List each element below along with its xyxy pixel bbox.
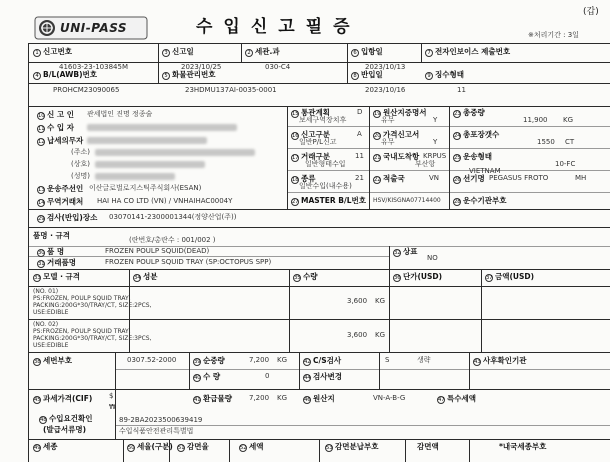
- unipass-logo: [34, 14, 150, 42]
- redacted-name: [95, 173, 175, 180]
- package-count-value: 1550: [537, 138, 555, 146]
- item-line-value: (란번호/총란수 : 001/002 ): [129, 236, 216, 244]
- row-divider: [29, 256, 389, 257]
- gross-weight-value: 11,900: [523, 116, 548, 124]
- col-divider: [229, 439, 230, 462]
- field-declaration-type: 16 신고구분: [292, 130, 330, 139]
- vessel-name-value: PEGASUS FROTO: [489, 174, 549, 182]
- brand-value: NO: [427, 254, 438, 262]
- field-trade-name: 31 거래품명: [38, 258, 76, 267]
- col-reduction-code: 53 감면분납부호: [326, 442, 379, 451]
- vessel-name-code: MH: [575, 174, 587, 182]
- carry-in-date-value: 2023/10/16: [365, 86, 406, 94]
- col-divider: [241, 44, 242, 62]
- declaration-form: [28, 43, 610, 462]
- col-divider: [319, 439, 320, 462]
- declaration-type-code: A: [357, 130, 362, 138]
- import-requirement-no: 89-2BA2023500639419: [119, 416, 203, 424]
- field-refund-quantity: 41 환급물량: [194, 394, 232, 403]
- col-component: 34 성분: [134, 272, 158, 281]
- declaration-type-value: 일반P/L신고: [299, 138, 337, 146]
- model-1-quantity: 3,600: [347, 297, 368, 305]
- redacted-company: [95, 161, 205, 168]
- col-divider: [189, 352, 190, 389]
- col-divider: [347, 44, 348, 83]
- document-title: 수입신고필증: [196, 17, 361, 37]
- model-1-line: PACKING:200G*30/TRAY/CT, SIZE:2PCS,: [33, 302, 152, 309]
- field-master-bl: 27 MASTER B/L번호: [292, 196, 367, 205]
- col-divider: [405, 439, 406, 462]
- cs-inspection-code: S: [385, 356, 390, 364]
- row-divider: [29, 269, 610, 270]
- field-inspection-change: 44 검사변경: [304, 372, 342, 381]
- kind-value: 일반수입(내수용): [299, 182, 352, 190]
- col-divider: [289, 269, 290, 352]
- field-e-invoice: 7 전자인보이스 제출번호: [425, 48, 510, 57]
- model-1-line: USE:EDIBLE: [33, 309, 69, 316]
- net-weight-value: 7,200: [249, 356, 270, 364]
- field-package-count: 24 총포장갯수: [454, 130, 500, 139]
- declarant-value: 관세법인 진명 정종술: [87, 110, 153, 118]
- logo-text: UNI-PASS: [60, 21, 128, 35]
- refund-quantity-unit: KG: [277, 394, 288, 402]
- col-quantity: 35 수량: [294, 272, 318, 281]
- declaration-no-value: 41603-23-103845M: [59, 63, 128, 71]
- model-2-line: PS:FROZEN, POULP SQUID TRAY,: [33, 328, 131, 335]
- field-collection-type: 9 징수형태: [425, 71, 464, 80]
- field-customs-office: 2 세관.과: [245, 48, 280, 57]
- transport-mode-value: 10-FC: [555, 160, 576, 168]
- row-divider: [29, 227, 610, 228]
- row-divider: [29, 209, 610, 210]
- model-2-quantity: 3,600: [347, 331, 368, 339]
- field-kind: 18 종류: [292, 174, 316, 183]
- col-unit-price: 36 단가(USD): [394, 272, 443, 281]
- item-name-value: FROZEN POULP SQUID(DEAD): [105, 247, 210, 255]
- field-origin-cert: 19 원산지증명서: [374, 108, 427, 117]
- field-arrival-date: 6 입항일: [351, 48, 383, 57]
- field-transport-mode: 25 운송형태: [454, 152, 492, 161]
- field-cs-inspection: 42 C/S검사: [304, 356, 342, 365]
- price-declaration-code: Y: [433, 138, 438, 146]
- field-export-country: 22 적출국: [374, 174, 405, 183]
- transaction-type-code: 11: [355, 152, 364, 160]
- field-arrival-port: 21 국내도착항: [374, 152, 420, 161]
- col-divider: [115, 352, 116, 439]
- col-divider: [421, 44, 422, 62]
- field-gross-weight: 23 총중량: [454, 108, 485, 117]
- field-quantity: 40 수 량: [194, 372, 221, 381]
- field-item-name: 30 품 명: [38, 247, 65, 256]
- net-weight-unit: KG: [277, 356, 288, 364]
- field-item-line: 품명 · 규격: [33, 231, 71, 240]
- col-divider: [369, 106, 370, 209]
- field-carrier-code: 28 운수기관부호: [454, 196, 507, 205]
- field-origin: 46 원산지: [304, 394, 335, 403]
- field-price-declaration: 20 가격신고서: [374, 130, 420, 139]
- row-divider: [29, 106, 610, 107]
- row-divider: [29, 319, 610, 320]
- field-declaration-no: 1 신고번호: [33, 48, 72, 57]
- quantity-value: 0: [265, 372, 270, 380]
- transaction-type-value: 일반형태수입: [305, 160, 346, 168]
- col-reduction-rate: 51 감면율: [178, 442, 209, 451]
- package-count-unit: CT: [565, 138, 575, 146]
- col-model-spec: 33 모델 · 규격: [34, 272, 81, 281]
- field-inspection-place: 29 검사(반입)장소: [38, 213, 98, 222]
- col-divider: [299, 352, 300, 389]
- col-divider: [379, 352, 380, 389]
- field-cargo-control-no: 5 화물관리번호: [162, 71, 215, 80]
- redacted-taxpayer: [87, 137, 207, 144]
- row-divider: [115, 425, 610, 426]
- arrival-date-value: 2023/10/13: [365, 63, 406, 71]
- field-bl-number: 4 B/L(AWB)번호: [33, 71, 97, 80]
- name-label: (성명): [71, 172, 90, 180]
- price-declaration-value: 유무: [381, 138, 395, 146]
- redacted-importer: [87, 124, 237, 131]
- model-1-line: PS:FROZEN, POULP SQUID TRAY,: [33, 295, 131, 302]
- bl-number-value: PROHCM23090065: [53, 86, 120, 94]
- col-amount: 37 금액(USD): [486, 272, 535, 281]
- clearance-plan-value: 보세구역장치후: [299, 116, 347, 124]
- refund-quantity-value: 7,200: [249, 394, 270, 402]
- taxable-value-krw: ₩: [109, 403, 116, 411]
- field-special-tax: 47 특수세액: [438, 394, 476, 403]
- origin-cert-value: 유무: [381, 116, 395, 124]
- hs-code-value: 0307.52-2000: [127, 356, 177, 364]
- redacted-address: [95, 149, 255, 156]
- gross-weight-unit: KG: [563, 116, 574, 124]
- row-divider: [29, 352, 610, 353]
- trade-name-value: FROZEN POULP SQUID TRAY (SP:OCTOPUS SPP): [105, 258, 272, 266]
- col-divider: [389, 246, 390, 269]
- page-number: (갑): [583, 7, 599, 17]
- export-country-code: VN: [429, 174, 440, 182]
- address-label: (주소): [71, 148, 90, 156]
- taxable-value-usd: $: [109, 392, 114, 400]
- export-country-value: VIETNAM: [469, 167, 501, 175]
- consignor-value: 이산글로벌로지스틱주식회사(ESAN): [89, 184, 202, 192]
- cs-inspection-value: 생략: [417, 356, 431, 364]
- field-declaration-date: 3 신고일: [162, 48, 194, 57]
- col-reduction-amount: 감면액: [417, 442, 439, 451]
- field-import-requirement: 48 수입요건확인: [40, 414, 93, 423]
- field-trade-partner: 14 무역거래처: [38, 197, 84, 206]
- field-clearance-plan: 15 통관계획: [292, 108, 330, 117]
- declaration-date-value: 2023/10/25: [181, 63, 222, 71]
- model-2-line: USE:EDIBLE: [33, 342, 69, 349]
- field-consignor: 13 운송주선인: [38, 184, 84, 193]
- inspection-place-value: 03070141-2300001344(정양산업(주)): [109, 213, 237, 221]
- model-1-line: (NO. 01): [33, 288, 59, 295]
- master-bl-value: HSV/KISGNA07714400: [373, 197, 441, 204]
- model-2-quantity-unit: KG: [375, 331, 386, 339]
- col-divider: [469, 439, 470, 462]
- col-divider: [123, 439, 124, 462]
- col-divider: [389, 269, 390, 352]
- field-vessel-name: 26 선기명: [454, 174, 485, 183]
- trade-partner-value: HAI HA CO LTD (VN) / VNHAIHAC0004Y: [97, 197, 233, 205]
- kind-code: 21: [355, 174, 364, 182]
- collection-type-value: 11: [457, 86, 466, 94]
- arrival-port-value: 부산항: [415, 160, 436, 168]
- col-domestic-tax-code: *내국세종부호: [499, 442, 547, 451]
- clearance-plan-code: D: [357, 108, 363, 116]
- col-tax-type: 49 세종: [34, 442, 58, 451]
- processing-period: ※처리기간 : 3일: [528, 31, 579, 39]
- field-declarant: 10 신 고 인: [38, 110, 74, 119]
- model-2-line: PACKING:200G*30/TRAY/CT, SIZE:3PCS,: [33, 335, 152, 342]
- field-net-weight: 39 순중량: [194, 356, 225, 365]
- model-2-line: (NO. 02): [33, 321, 59, 328]
- field-hs-code: 38 세번부호: [34, 356, 72, 365]
- col-divider: [287, 106, 288, 209]
- cargo-control-no-value: 23HDMU137AI-0035-0001: [185, 86, 277, 94]
- field-taxpayer: 12 납세의무자: [38, 136, 84, 145]
- company-label: (상호): [71, 160, 90, 168]
- col-tax-amount: 52 세액: [240, 442, 264, 451]
- model-1-quantity-unit: KG: [375, 297, 386, 305]
- import-requirement-sub: (발급서류명): [43, 425, 87, 434]
- customs-office-value: 030-C4: [265, 63, 291, 71]
- field-importer: 11 수 입 자: [38, 123, 74, 132]
- col-divider: [158, 44, 159, 83]
- origin-cert-code: Y: [433, 116, 438, 124]
- col-tax-rate: 50 세율(구분): [128, 442, 173, 451]
- field-transaction-type: 17 거래구분: [292, 152, 330, 161]
- import-requirement-doc: 수입식품안전관리특별법: [119, 427, 194, 435]
- row-divider: [29, 83, 610, 84]
- field-brand: 32 상표: [394, 247, 418, 256]
- col-divider: [481, 269, 482, 352]
- field-taxable-value: 45 과세가격(CIF): [34, 394, 93, 403]
- field-carry-in-date: 8 반입일: [351, 71, 383, 80]
- origin-value: VN-A-B-G: [373, 394, 406, 402]
- arrival-port-code: KRPUS: [423, 152, 447, 160]
- col-divider: [449, 106, 450, 209]
- row-divider: [29, 389, 610, 390]
- field-post-check-agency: 43 사후확인기관: [474, 356, 527, 365]
- col-divider: [469, 352, 470, 389]
- row-divider: [29, 286, 610, 287]
